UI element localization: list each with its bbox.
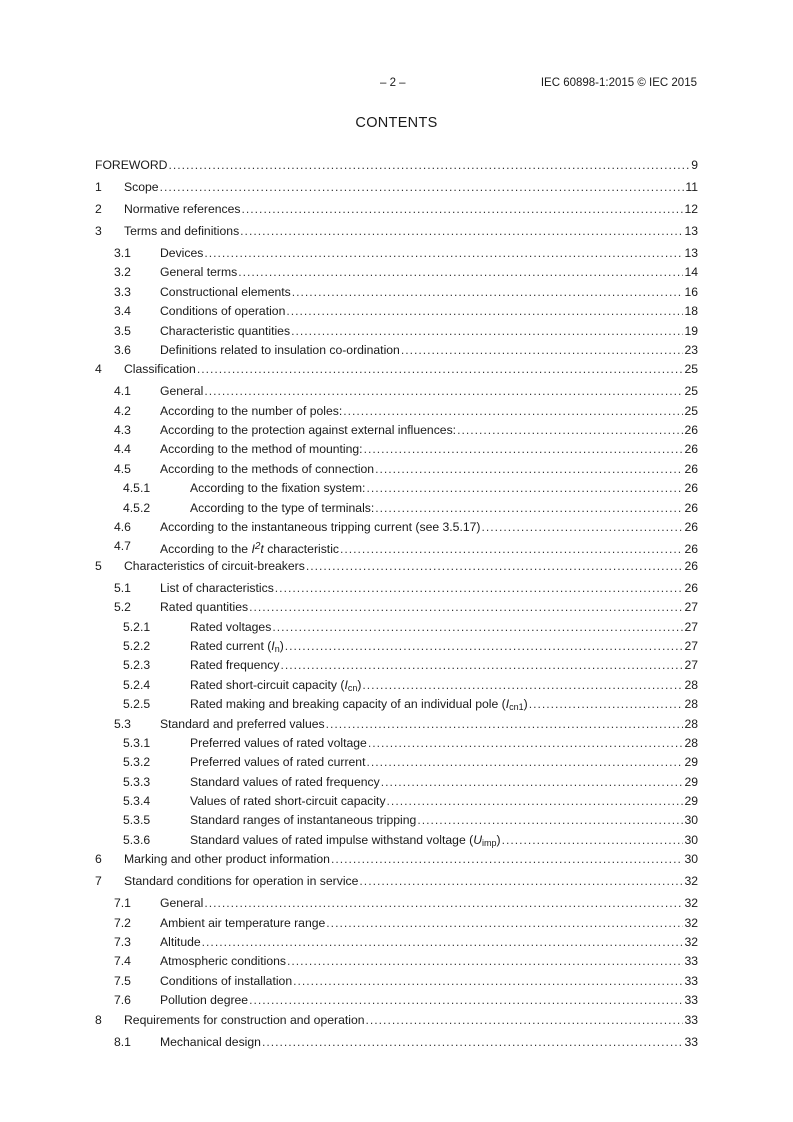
dot-leader	[331, 850, 683, 869]
toc-entry-number: 5.2.5	[123, 697, 151, 712]
toc-entry-label: Mechanical design	[160, 1033, 262, 1052]
toc-entry[interactable]	[95, 850, 698, 869]
toc-entry-number: 5.3.1	[123, 735, 151, 750]
document-id: IEC 60898-1:2015 © IEC 2015	[540, 77, 697, 89]
toc-entry-number: 3.1	[114, 245, 131, 260]
toc-entry-number: 8	[95, 1012, 102, 1027]
toc-entry-label: Standard and preferred values	[160, 715, 326, 734]
toc-entry-page: 12	[684, 201, 698, 216]
dot-leader	[204, 382, 683, 401]
toc-entry-number: 5.1	[114, 580, 131, 595]
toc-entry-page: 14	[684, 265, 698, 280]
dot-leader	[457, 421, 683, 440]
toc-entry-label: Terms and definitions	[124, 222, 240, 241]
toc-entry-page: 33	[684, 1034, 698, 1049]
toc-entry[interactable]	[95, 1033, 698, 1052]
toc-entry[interactable]	[95, 1011, 698, 1030]
toc-entry-number: 3.6	[114, 342, 131, 357]
toc-entry-page: 11	[685, 179, 698, 194]
symbol-subscript: cn	[347, 682, 358, 693]
toc-entry-label: General	[160, 894, 204, 913]
dot-leader	[343, 402, 683, 421]
toc-entry[interactable]	[95, 421, 698, 440]
toc-entry[interactable]	[95, 656, 698, 675]
symbol-subscript: cn1	[509, 702, 524, 713]
toc-entry-label: Definitions related to insulation co-ordination	[160, 341, 401, 360]
toc-entry[interactable]	[95, 773, 698, 792]
toc-entry-number: 3.5	[114, 323, 131, 338]
toc-entry-page: 26	[684, 500, 698, 515]
toc-entry-label: According to the type of terminals:	[190, 499, 375, 518]
toc-entry-page: 32	[684, 915, 698, 930]
toc-entry-number: 5.3	[114, 716, 131, 731]
toc-entry-page: 27	[684, 619, 698, 634]
toc-entry-label: Rated voltages	[190, 618, 272, 637]
toc-entry-label: According to the methods of connection	[160, 460, 375, 479]
toc-entry-page: 25	[684, 403, 698, 418]
toc-entry-page: 28	[684, 735, 698, 750]
toc-entry-number: 4.5.2	[123, 500, 151, 515]
toc-entry-label: Values of rated short-circuit capacity	[190, 792, 387, 811]
toc-entry-page: 29	[684, 774, 698, 789]
toc-entry-number: 7	[95, 874, 102, 889]
dot-leader	[293, 972, 683, 991]
toc-entry[interactable]	[95, 872, 698, 891]
dot-leader	[204, 894, 683, 913]
toc-entry-page: 26	[684, 423, 698, 438]
toc-entry[interactable]	[95, 499, 698, 518]
dot-leader	[366, 1011, 684, 1030]
toc-entry-page: 32	[684, 934, 698, 949]
toc-entry-page: 30	[684, 832, 698, 847]
toc-entry-page: 30	[684, 813, 698, 828]
toc-entry-label: Ambient air temperature range	[160, 914, 326, 933]
toc-entry-page: 18	[684, 304, 698, 319]
toc-entry[interactable]	[95, 156, 698, 175]
toc-entry[interactable]	[95, 991, 698, 1010]
symbol-subscript: imp	[482, 837, 497, 848]
dot-leader	[287, 952, 683, 971]
table-of-contents	[95, 156, 698, 1052]
toc-entry[interactable]	[95, 753, 698, 772]
toc-entry-label: Preferred values of rated voltage	[190, 734, 368, 753]
toc-entry-page: 26	[684, 481, 698, 496]
toc-entry[interactable]	[95, 792, 698, 811]
toc-entry-number: 4.5	[114, 461, 131, 476]
toc-entry-number: 7.5	[114, 973, 131, 988]
toc-entry[interactable]	[95, 322, 698, 341]
symbol: I	[505, 697, 510, 712]
dot-leader	[481, 518, 683, 537]
toc-entry[interactable]	[95, 811, 698, 830]
symbol: I	[344, 677, 348, 692]
toc-entry[interactable]	[95, 618, 698, 637]
toc-entry-label: List of characteristics	[160, 579, 275, 598]
toc-entry-label: General terms	[160, 263, 238, 282]
page-number: – 2 –	[380, 77, 406, 89]
toc-entry-number: 4.7	[114, 539, 131, 554]
dot-leader	[401, 341, 684, 360]
toc-entry-number: 4.2	[114, 403, 131, 418]
toc-entry[interactable]	[95, 831, 698, 850]
dot-leader	[326, 914, 683, 933]
toc-entry-number: 4.6	[114, 520, 131, 534]
toc-entry-page: 33	[684, 1012, 698, 1027]
toc-entry[interactable]	[95, 894, 698, 913]
toc-entry-number: 1	[95, 179, 102, 194]
toc-entry-number: 7.6	[114, 993, 131, 1008]
toc-entry-page: 27	[684, 600, 698, 615]
toc-entry-number: 6	[95, 852, 102, 867]
toc-entry-label: Normative references	[124, 200, 242, 219]
toc-entry[interactable]	[95, 933, 698, 952]
toc-entry-label: Devices	[160, 244, 204, 263]
toc-entry-page: 26	[684, 558, 698, 573]
toc-entry-label: According to the fixation system:	[190, 479, 366, 498]
dot-leader	[366, 753, 683, 772]
dot-leader	[275, 579, 684, 598]
toc-entry-page: 29	[684, 755, 698, 770]
toc-entry[interactable]	[95, 402, 698, 421]
toc-entry-page: 25	[684, 362, 698, 377]
dot-leader	[168, 156, 690, 175]
toc-entry-label: Pollution degree	[160, 991, 249, 1010]
toc-entry-number: 2	[95, 201, 102, 216]
toc-entry-label: Altitude	[160, 933, 202, 952]
toc-entry-number: 7.2	[114, 915, 131, 930]
toc-entry-label: Rated short-circuit capacity $(I_{cn})$	[190, 676, 362, 698]
dot-leader	[375, 499, 683, 518]
toc-entry-number: 5.2.1	[123, 619, 151, 634]
dot-leader	[202, 933, 684, 952]
toc-entry-label: Preferred values of rated current	[190, 753, 366, 772]
dot-leader	[249, 991, 683, 1010]
toc-entry-number: 7.4	[114, 954, 131, 969]
toc-entry-page: 32	[684, 874, 698, 889]
toc-entry-number: 4.4	[114, 442, 131, 457]
dot-leader	[160, 178, 685, 197]
dot-leader	[387, 792, 684, 811]
toc-entry-number: 5.2.4	[123, 677, 151, 692]
toc-entry[interactable]	[95, 244, 698, 263]
toc-entry[interactable]	[95, 263, 698, 282]
toc-entry-label: Constructional elements	[160, 283, 292, 302]
i2t-symbol: $I^2t$	[251, 541, 264, 557]
toc-entry[interactable]	[95, 222, 698, 241]
toc-entry[interactable]	[95, 382, 698, 401]
toc-entry-label: Standard values of rated impulse withstand voltage $(U_{imp})$	[190, 831, 502, 853]
toc-entry-page: 30	[684, 852, 698, 867]
toc-entry[interactable]	[95, 178, 698, 197]
toc-entry-label: General	[160, 382, 204, 401]
toc-entry-number: 4.5.1	[123, 481, 151, 496]
toc-entry-page: 29	[684, 794, 698, 809]
symbol-subscript: n	[274, 643, 280, 654]
toc-entry-label: Marking and other product information	[124, 850, 331, 869]
toc-entry-page: 26	[684, 542, 698, 557]
toc-entry-label: Atmospheric conditions	[160, 952, 287, 971]
toc-entry[interactable]	[95, 557, 698, 576]
toc-entry-page: 28	[684, 716, 698, 731]
dot-leader	[285, 637, 684, 656]
toc-entry-label: Conditions of installation	[160, 972, 293, 991]
toc-entry-number: 5.2.3	[123, 658, 151, 673]
toc-entry-page: 32	[684, 896, 698, 911]
toc-entry-label: According to the number of poles:	[160, 402, 343, 421]
toc-entry-page: 33	[684, 993, 698, 1008]
toc-entry[interactable]	[95, 972, 698, 991]
toc-entry[interactable]	[95, 734, 698, 753]
toc-entry-number: 5	[95, 558, 102, 573]
toc-entry-page: 26	[684, 520, 698, 534]
toc-entry-page: 26	[684, 580, 698, 595]
dot-leader	[242, 200, 684, 219]
dot-leader	[286, 302, 683, 321]
dot-leader	[306, 557, 684, 576]
toc-entry-page: 28	[684, 677, 698, 692]
toc-entry-number: 7.3	[114, 934, 131, 949]
dot-leader	[280, 656, 683, 675]
toc-entry-label: According to the method of mounting:	[160, 440, 364, 459]
toc-entry-label: Conditions of operation	[160, 302, 286, 321]
toc-entry-label: Standard ranges of instantaneous tripping	[190, 811, 417, 830]
dot-leader	[529, 695, 684, 714]
toc-entry-page: 33	[684, 973, 698, 988]
dot-leader	[362, 676, 683, 695]
toc-entry-number: 3.4	[114, 304, 131, 319]
toc-entry[interactable]	[95, 676, 698, 695]
dot-leader	[238, 263, 683, 282]
dot-leader	[291, 322, 683, 341]
toc-entry[interactable]	[95, 952, 698, 971]
symbol: U	[473, 832, 482, 847]
toc-entry-page: 13	[684, 245, 698, 260]
toc-entry-label: Rated making and breaking capacity of an individual pole $(I_{cn1})$	[190, 695, 529, 717]
toc-entry[interactable]	[95, 283, 698, 302]
toc-entry-page: 16	[684, 284, 698, 299]
toc-entry-page: 25	[684, 384, 698, 399]
dot-leader	[375, 460, 683, 479]
toc-entry-label: Standard values of rated frequency	[190, 773, 381, 792]
toc-entry-number: 4.1	[114, 384, 131, 399]
symbol: I	[271, 638, 275, 653]
toc-entry-number: 5.3.5	[123, 813, 151, 828]
toc-entry-label: Rated quantities	[160, 598, 249, 617]
toc-entry-page: 23	[684, 342, 698, 357]
toc-entry[interactable]	[95, 579, 698, 598]
toc-entry-label: Characteristic quantities	[160, 322, 291, 341]
dot-leader	[381, 773, 684, 792]
toc-entry-page: 26	[684, 442, 698, 457]
toc-entry[interactable]	[95, 302, 698, 321]
toc-entry-page: 27	[684, 638, 698, 653]
toc-entry-label: FOREWORD	[95, 156, 168, 175]
toc-entry[interactable]	[95, 637, 698, 656]
toc-entry-page: 28	[684, 697, 698, 712]
toc-entry-page: 13	[684, 223, 698, 238]
toc-entry-number: 4	[95, 362, 102, 377]
toc-entry[interactable]	[95, 715, 698, 734]
toc-entry-label: Rated frequency	[190, 656, 280, 675]
toc-entry-label: Characteristics of circuit-breakers	[124, 557, 306, 576]
toc-entry-number: 3.2	[114, 265, 131, 280]
dot-leader	[359, 872, 683, 891]
dot-leader	[292, 283, 684, 302]
toc-entry-number: 3.3	[114, 284, 131, 299]
toc-entry-page: 27	[684, 658, 698, 673]
toc-entry-number: 5.2	[114, 600, 131, 615]
toc-entry[interactable]	[95, 695, 698, 714]
toc-entry-number: 5.3.3	[123, 774, 151, 789]
toc-entry[interactable]	[95, 200, 698, 219]
toc-entry-number: 3	[95, 223, 102, 238]
toc-entry-number: 5.3.4	[123, 794, 151, 809]
toc-entry[interactable]	[95, 440, 698, 459]
dot-leader	[204, 244, 683, 263]
toc-entry[interactable]	[95, 537, 698, 556]
toc-entry-page: 33	[684, 954, 698, 969]
toc-entry-page: 9	[691, 158, 698, 172]
toc-entry-label: Classification	[124, 360, 197, 379]
toc-entry-label: According to the instantaneous tripping current (see 3.5.17)	[160, 518, 481, 537]
dot-leader	[364, 440, 684, 459]
dot-leader	[502, 831, 684, 850]
toc-entry-number: 7.1	[114, 896, 131, 911]
toc-entry[interactable]	[95, 518, 698, 537]
dot-leader	[326, 715, 684, 734]
dot-leader	[272, 618, 683, 637]
toc-entry-label: Requirements for construction and operation	[124, 1011, 366, 1030]
toc-entry-label: Standard conditions for operation in service	[124, 872, 359, 891]
toc-entry[interactable]	[95, 360, 698, 379]
toc-entry[interactable]	[95, 479, 698, 498]
dot-leader	[368, 734, 684, 753]
toc-entry-number: 8.1	[114, 1034, 131, 1049]
toc-entry[interactable]	[95, 460, 698, 479]
dot-leader	[197, 360, 684, 379]
toc-entry-label: Rated current $(I_n)$	[190, 637, 285, 659]
toc-entry[interactable]	[95, 914, 698, 933]
toc-entry-label: Scope	[124, 178, 160, 197]
dot-leader	[417, 811, 683, 830]
toc-entry[interactable]	[95, 341, 698, 360]
dot-leader	[262, 1033, 683, 1052]
toc-entry-page: 19	[684, 323, 698, 338]
toc-entry-label: According to the $I^2t$ characteristic	[160, 537, 340, 559]
dot-leader	[366, 479, 683, 498]
dot-leader	[240, 222, 683, 241]
toc-entry-number: 4.3	[114, 423, 131, 438]
toc-entry-page: 26	[684, 461, 698, 476]
toc-entry[interactable]	[95, 598, 698, 617]
toc-entry-number: 5.3.2	[123, 755, 151, 770]
page-title: CONTENTS	[355, 115, 438, 131]
dot-leader	[249, 598, 683, 617]
toc-entry-number: 5.3.6	[123, 832, 151, 847]
toc-entry-number: 5.2.2	[123, 638, 151, 653]
toc-entry-label: According to the protection against external influences:	[160, 421, 457, 440]
